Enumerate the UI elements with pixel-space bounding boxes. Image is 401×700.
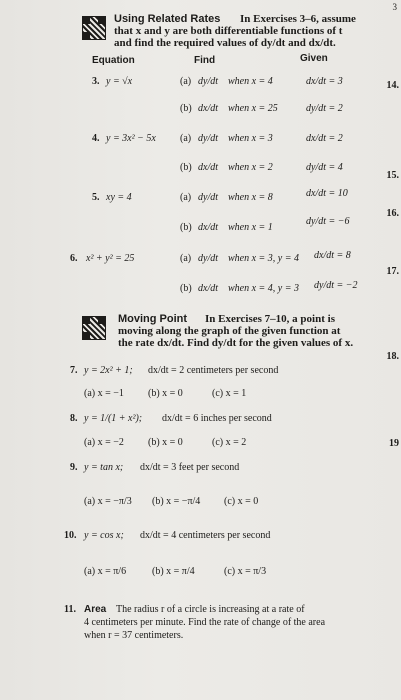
problem-rate: dx/dt = 2 centimeters per second [148,365,279,376]
problem-value-a: (a) x = −1 [84,388,124,399]
part-label: (a) [180,192,192,203]
given-rate: dx/dt = 8 [314,250,351,261]
find-derivative: dx/dt [198,162,218,173]
section2-intro-line1: In Exercises 7–10, a point is [205,313,335,325]
section1-intro-line1: In Exercises 3–6, assume [240,13,356,25]
edge-exercise-number: 17. [386,266,399,277]
exercise-number: 3. [92,76,100,87]
find-condition: when x = 25 [228,103,278,114]
find-condition: when x = 3, y = 4 [228,253,299,264]
find-condition: when x = 4, y = 3 [228,283,299,294]
problem-value-c: (c) x = π/3 [224,566,267,577]
column-header-given: Given [300,53,328,64]
section2-intro-line2: moving along the graph of the given function at [118,325,341,337]
edge-exercise-number: 18. [386,351,399,362]
problem-number: 11. [64,604,76,615]
part-label: (a) [180,253,192,264]
part-label: (b) [180,283,192,294]
problem-value-b: (b) x = 0 [148,388,183,399]
part-label: (a) [180,76,192,87]
problem-function: y = 1/(1 + x²); [84,413,143,424]
problem-value-b: (b) x = π/4 [152,566,195,577]
column-header-find: Find [194,55,216,66]
given-rate: dy/dt = 2 [306,103,343,114]
exercise-equation: x² + y² = 25 [86,253,135,264]
problem-number: 10. [64,530,77,541]
page-corner-number: 3 [392,2,397,12]
problem-number: 8. [70,413,78,424]
find-condition: when x = 2 [228,162,273,173]
given-rate: dy/dt = 4 [306,162,343,173]
exercise-equation: y = 3x² − 5x [106,133,156,144]
edge-exercise-number: 14. [386,80,399,91]
problem-value-a: (a) x = π/6 [84,566,127,577]
given-rate: dy/dt = −2 [314,280,358,291]
edge-exercise-number: 15. [386,170,399,181]
find-derivative: dx/dt [198,222,218,233]
problem-function: y = cos x; [84,530,124,541]
part-label: (b) [180,162,192,173]
find-condition: when x = 1 [228,222,273,233]
section-title-related-rates: Using Related Rates [114,13,221,25]
exercise-number: 6. [70,253,78,264]
find-derivative: dy/dt [198,133,218,144]
section1-intro-line2: that x and y are both differentiable functions of t [114,25,343,37]
problem-number: 7. [70,365,78,376]
edge-exercise-number: 16. [386,208,399,219]
problem-value-c: (c) x = 0 [224,496,259,507]
problem-text-line2: 4 centimeters per minute. Find the rate of change of the area [84,617,326,628]
find-derivative: dx/dt [198,283,218,294]
qr-code-icon [82,316,106,340]
find-derivative: dy/dt [198,253,218,264]
find-condition: when x = 4 [228,76,273,87]
problem-number: 9. [70,462,78,473]
exercise-equation: y = √x [106,76,133,87]
exercise-number: 5. [92,192,100,203]
section1-intro-line3: and find the required values of dy/dt and dx/dt. [114,37,336,49]
find-derivative: dy/dt [198,192,218,203]
given-rate: dx/dt = 3 [306,76,343,87]
section-title-moving-point: Moving Point [118,313,188,325]
part-label: (a) [180,133,192,144]
problem-rate: dx/dt = 3 feet per second [140,462,240,473]
given-rate: dx/dt = 10 [306,188,348,199]
problem-function: y = tan x; [84,462,124,473]
find-derivative: dy/dt [198,76,218,87]
given-rate: dy/dt = −6 [306,216,350,227]
part-label: (b) [180,222,192,233]
problem-heading: Area [84,604,107,615]
find-derivative: dx/dt [198,103,218,114]
exercise-equation: xy = 4 [106,192,132,203]
problem-value-a: (a) x = −2 [84,437,124,448]
find-condition: when x = 8 [228,192,273,203]
part-label: (b) [180,103,192,114]
problem-rate: dx/dt = 4 centimeters per second [140,530,271,541]
problem-value-c: (c) x = 1 [212,388,247,399]
problem-text-line1: The radius r of a circle is increasing at a rate of [116,604,305,615]
column-header-equation: Equation [92,55,135,66]
edge-exercise-number: 19 [389,438,399,449]
problem-function: y = 2x² + 1; [84,365,133,376]
problem-value-b: (b) x = 0 [148,437,183,448]
problem-value-b: (b) x = −π/4 [152,496,201,507]
qr-code-icon [82,16,106,40]
section2-intro-line3: the rate dx/dt. Find dy/dt for the given values of x. [118,337,354,349]
given-rate: dx/dt = 2 [306,133,343,144]
find-condition: when x = 3 [228,133,273,144]
problem-rate: dx/dt = 6 inches per second [162,413,272,424]
problem-text-line3: when r = 37 centimeters. [84,630,184,641]
problem-value-c: (c) x = 2 [212,437,247,448]
exercise-number: 4. [92,133,100,144]
problem-value-a: (a) x = −π/3 [84,496,132,507]
